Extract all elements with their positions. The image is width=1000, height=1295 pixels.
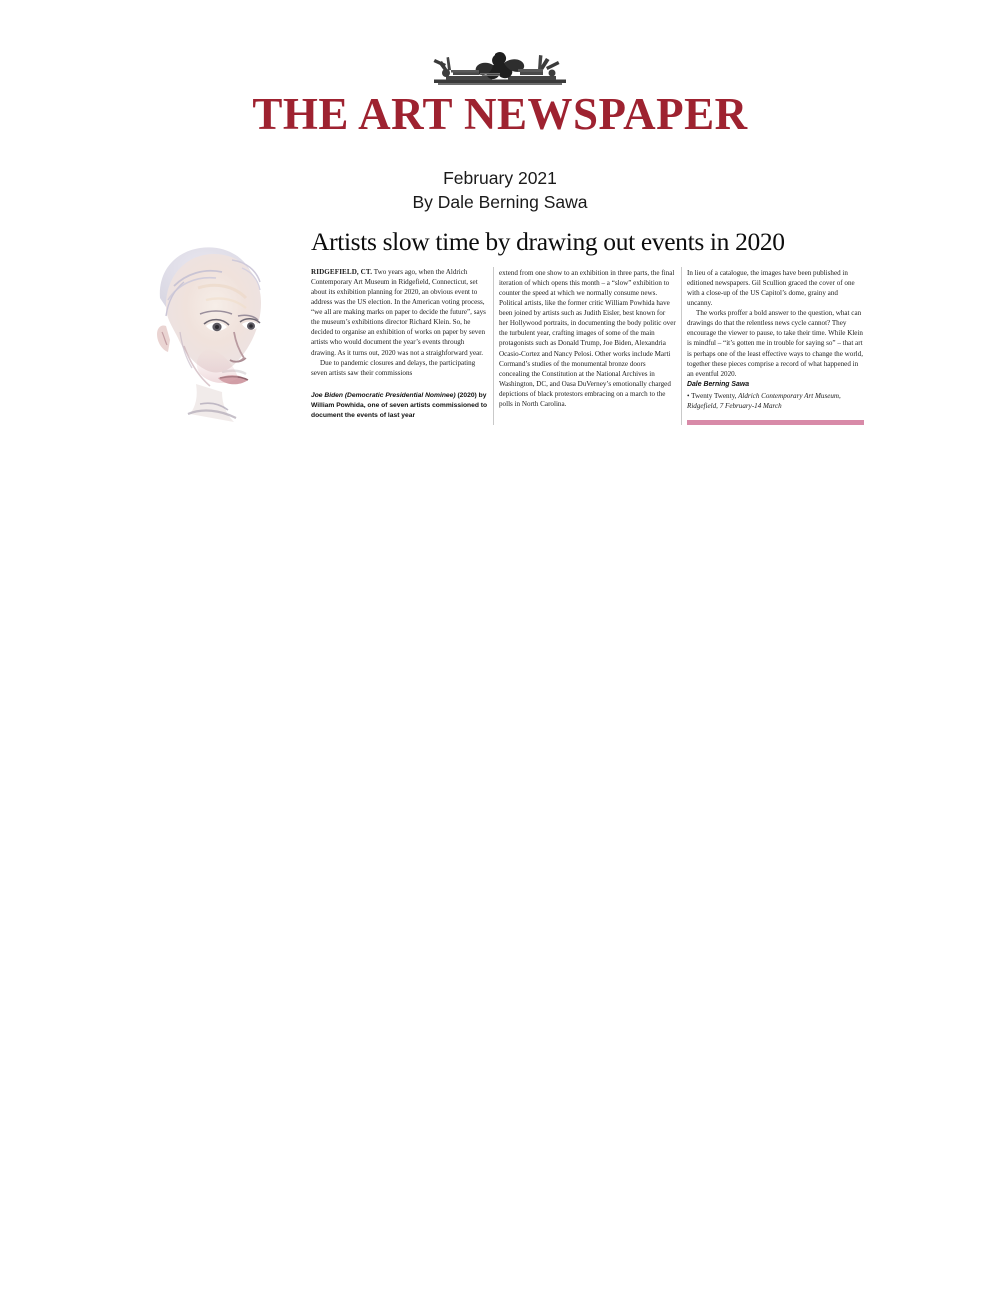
artwork-column (122, 228, 294, 435)
printing-press-engraving-icon (420, 48, 580, 90)
masthead-title: THE ART NEWSPAPER (252, 89, 748, 139)
subhead (0, 167, 1000, 214)
masthead (0, 0, 1000, 137)
exhibition-listing-rest: Aldrich Contemporary Art Museum, Ridgefield, 7 February-14 March (687, 391, 841, 410)
watercolor-portrait-joe-biden (122, 228, 294, 435)
exhibition-listing (687, 391, 864, 411)
article-headline: Artists slow time by drawing out events in 2020 (311, 227, 785, 256)
author-byline: By Dale Berning Sawa (412, 191, 588, 212)
column-2-paragraph-1: extend from one show to an exhibition in three parts, the final iteration of which opens this month – a “slow” exhibition to counter the speed at which we normally consume news. Political artists, like the former critic William Powhida have been joined by artists such as Judith Eisler, best known for her Hollywood portraits, in documenting the body politic over the turbulent year, crafting images of some of the main protagonists such as Donald Trump, Joe Biden, Alexandria Ocasio-Cortez and Nancy Pelosi. Other works include Marti Cormand’s studies of the monumental bronze doors concealing the Constitution at the National Archives in Washington, DC, and Oasa DuVerney’s emotionally charged depictions of black protestors embracing on a march to the polls in North Carolina. (499, 269, 676, 408)
column-divider-2 (676, 267, 687, 425)
column-1-text-1: Two years ago, when the Aldrich Contemporary Art Museum in Ridgefield, Connecticut, set about its exhibition planning for 2020, an obvious event to address was the US election. In the American voting process, “we all are making marks on paper to decide the future”, says the museum’s exhibitions director Richard Klein. So, he decided to organise an exhibition of works on paper by seven artists who would document the year’s events through drawing. As it turns out, 2020 was not a straighforward year. (311, 268, 486, 357)
column-1-paragraph-1 (311, 267, 488, 358)
column-divider-1 (488, 267, 499, 425)
column-3-paragraph-1: In lieu of a catalogue, the images have been published in editioned newspapers. Gil Scullion graced the cover of one with a close-up of the US Capitol’s dome, grainy and uncanny. (687, 269, 855, 308)
artwork-caption (311, 391, 488, 421)
artwork-caption-rest: (2020) by William Powhida, one of seven artists commissioned to document the events of last year (311, 391, 488, 419)
article-columns (311, 267, 882, 425)
dateline: RIDGEFIELD, CT. (311, 268, 373, 277)
exhibition-listing-lead: • Twenty Twenty, (687, 391, 737, 400)
article-column-1 (311, 267, 488, 425)
article-column-3 (687, 267, 864, 425)
column-3-paragraph-2: The works proffer a bold answer to the question, what can drawings do that the relentless news cycle cannot? They encourage the viewer to pause, to take their time. While Klein is mindful – “it’s gotten me in trouble for saying so” – that art is perhaps one of the least effective ways to change the world, together these pieces comprise a record of what happened in an eventful 2020. (687, 309, 863, 378)
publication-date: February 2021 (443, 168, 557, 188)
column-1-paragraph-2: Due to pandemic closures and delays, the participating seven artists saw their commissions (311, 358, 476, 377)
article-byline: Dale Berning Sawa (687, 380, 750, 388)
article-clipping (122, 228, 882, 435)
pink-rule (687, 420, 864, 425)
article-body (311, 228, 882, 425)
article-column-2 (499, 267, 676, 425)
artwork-caption-title: Joe Biden (Democratic Presidential Nominee) (311, 391, 456, 399)
